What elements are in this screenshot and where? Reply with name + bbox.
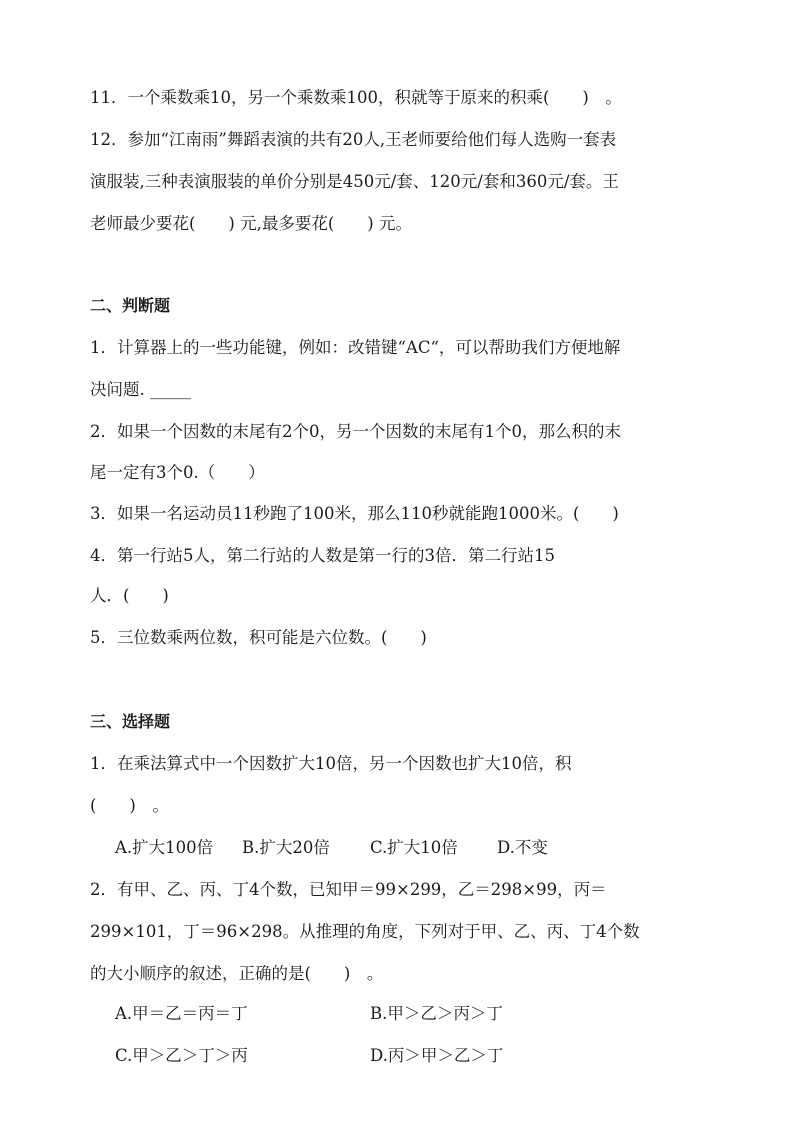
choice-question-1-option-b: B.扩大20倍 — [242, 838, 330, 857]
judge-question-2-line-2: 尾一定有3个0.（ ） — [90, 463, 265, 482]
choice-question-1-line-2: ( ) 。 — [90, 796, 169, 815]
fill-in-question-12-line-2: 演服装,三种表演服装的单价分别是450元/套、120元/套和360元/套。王 — [90, 172, 619, 191]
choice-question-2-line-3: 的大小顺序的叙述，正确的是( ) 。 — [90, 964, 384, 983]
choice-question-1-option-a: A.扩大100倍 — [115, 838, 214, 857]
section-heading-choice: 三、选择题 — [90, 712, 171, 731]
judge-question-4-line-1: 4．第一行站5人，第二行站的人数是第一行的3倍．第二行站15 — [90, 546, 555, 565]
judge-question-5: 5．三位数乘两位数，积可能是六位数。( ) — [90, 628, 427, 647]
judge-question-2-line-1: 2．如果一个因数的末尾有2个0，另一个因数的末尾有1个0，那么积的末 — [90, 422, 621, 441]
choice-question-2-option-c: C.甲＞乙＞丁＞丙 — [115, 1046, 248, 1065]
choice-question-2-option-b: B.甲＞乙＞丙＞丁 — [370, 1004, 503, 1023]
judge-question-4-line-2: 人．( ) — [90, 586, 169, 605]
choice-question-2-line-1: 2．有甲、乙、丙、丁4个数，已知甲＝99×299，乙＝298×99，丙＝ — [90, 880, 607, 899]
choice-question-2-option-d: D.丙＞甲＞乙＞丁 — [370, 1046, 504, 1065]
choice-question-1-option-c: C.扩大10倍 — [370, 838, 458, 857]
section-heading-judge: 二、判断题 — [90, 296, 171, 315]
judge-question-1-line-1: 1．计算器上的一些功能键，例如：改错键“AC“，可以帮助我们方便地解 — [90, 338, 621, 357]
fill-in-question-11: 11．一个乘数乘10，另一个乘数乘100，积就等于原来的积乘( ) 。 — [90, 88, 622, 107]
judge-question-3: 3．如果一名运动员11秒跑了100米，那么110秒就能跑1000米。( ) — [90, 504, 619, 523]
fill-in-question-12-line-3: 老师最少要花( ) 元,最多要花( ) 元。 — [90, 214, 412, 233]
choice-question-2-option-a: A.甲＝乙＝丙＝丁 — [115, 1004, 248, 1023]
choice-question-2-line-2: 299×101，丁＝96×298。从推理的角度，下列对于甲、乙、丙、丁4个数 — [90, 922, 640, 941]
judge-question-1-line-2: 决问题. _____ — [90, 380, 192, 399]
fill-in-question-12-line-1: 12．参加“江南雨”舞蹈表演的共有20人,王老师要给他们每人选购一套表 — [90, 130, 617, 149]
choice-question-1-line-1: 1．在乘法算式中一个因数扩大10倍，另一个因数也扩大10倍，积 — [90, 754, 572, 773]
choice-question-1-option-d: D.不变 — [497, 838, 548, 857]
